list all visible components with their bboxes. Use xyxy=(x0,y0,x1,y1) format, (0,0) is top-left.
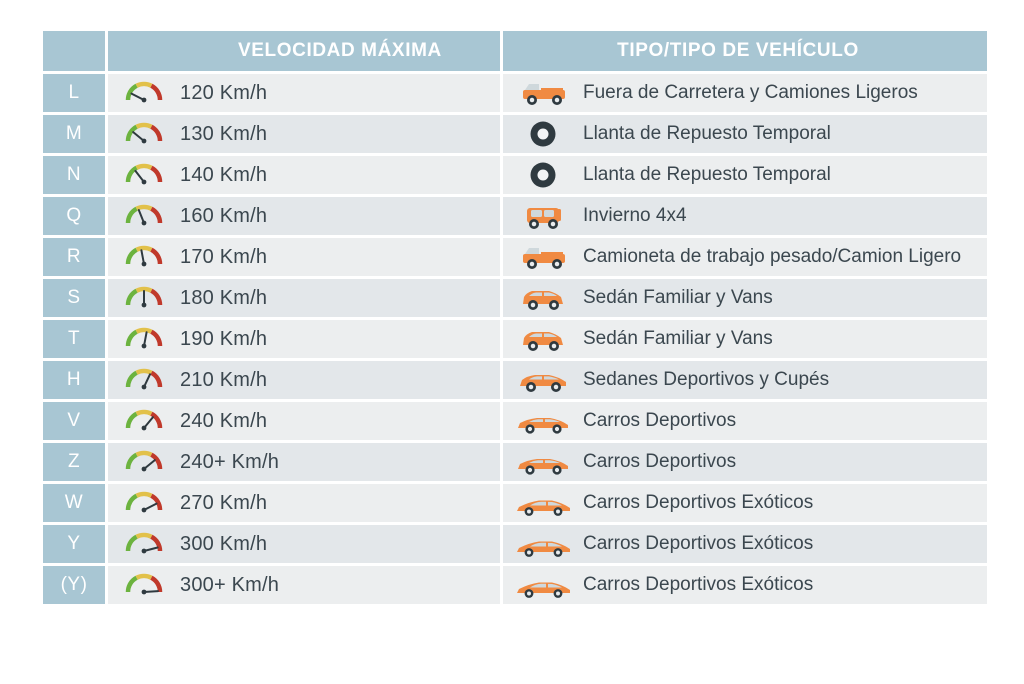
suv-4x4-icon xyxy=(513,200,573,232)
hatchback-icon xyxy=(513,282,573,314)
max-speed-cell xyxy=(108,566,500,604)
speed-rating-code: H xyxy=(43,361,105,399)
max-speed-cell xyxy=(108,115,500,153)
vehicle-type-label: Carros Deportivos Exóticos xyxy=(583,533,814,554)
table-row xyxy=(43,197,987,235)
speed-rating-code: V xyxy=(43,402,105,440)
max-speed-value: 130 Km/h xyxy=(180,122,268,145)
speedometer-icon xyxy=(122,157,166,193)
max-speed-cell xyxy=(108,74,500,112)
table-row xyxy=(43,484,987,522)
vehicle-type-cell xyxy=(503,566,987,604)
vehicle-type-cell xyxy=(503,402,987,440)
speed-rating-code: L xyxy=(43,74,105,112)
speed-rating-code: N xyxy=(43,156,105,194)
table-row xyxy=(43,402,987,440)
vehicle-type-cell xyxy=(503,197,987,235)
vehicle-type-cell xyxy=(503,74,987,112)
vehicle-type-label: Carros Deportivos Exóticos xyxy=(583,492,814,513)
pickup-truck-icon xyxy=(513,241,573,273)
speed-rating-code: S xyxy=(43,279,105,317)
max-speed-value: 140 Km/h xyxy=(180,163,268,186)
header-max-speed: VELOCIDAD MÁXIMA xyxy=(108,31,500,71)
hatchback-icon xyxy=(513,323,573,355)
max-speed-value: 210 Km/h xyxy=(180,368,268,391)
table-row xyxy=(43,115,987,153)
vehicle-type-cell xyxy=(503,156,987,194)
exotic-car-icon xyxy=(513,569,573,601)
vehicle-type-label: Carros Deportivos xyxy=(583,410,737,431)
speedometer-icon xyxy=(122,280,166,316)
vehicle-type-label: Fuera de Carretera y Camiones Ligeros xyxy=(583,82,918,103)
max-speed-value: 170 Km/h xyxy=(180,245,268,268)
speedometer-icon xyxy=(122,239,166,275)
max-speed-value: 160 Km/h xyxy=(180,204,268,227)
vehicle-type-label: Camioneta de trabajo pesado/Camion Ligero xyxy=(583,246,962,267)
table-row xyxy=(43,74,987,112)
table-body xyxy=(43,74,987,604)
speedometer-icon xyxy=(122,116,166,152)
max-speed-value: 240 Km/h xyxy=(180,409,268,432)
table-row xyxy=(43,566,987,604)
table-row xyxy=(43,525,987,563)
table-row xyxy=(43,443,987,481)
max-speed-cell xyxy=(108,484,500,522)
max-speed-value: 300 Km/h xyxy=(180,532,268,555)
vehicle-type-cell xyxy=(503,320,987,358)
spare-tire-icon xyxy=(513,118,573,150)
speed-rating-code: M xyxy=(43,115,105,153)
max-speed-cell xyxy=(108,402,500,440)
max-speed-cell xyxy=(108,525,500,563)
max-speed-cell xyxy=(108,238,500,276)
sports-car-icon xyxy=(513,405,573,437)
max-speed-cell xyxy=(108,197,500,235)
speed-rating-code: (Y) xyxy=(43,566,105,604)
max-speed-cell xyxy=(108,361,500,399)
vehicle-type-cell xyxy=(503,238,987,276)
pickup-truck-icon xyxy=(513,77,573,109)
table-row xyxy=(43,238,987,276)
speedometer-icon xyxy=(122,526,166,562)
sport-sedan-icon xyxy=(513,364,573,396)
vehicle-type-cell xyxy=(503,484,987,522)
speed-rating-table xyxy=(40,28,990,607)
vehicle-type-cell xyxy=(503,443,987,481)
vehicle-type-label: Sedanes Deportivos y Cupés xyxy=(583,369,830,390)
vehicle-type-label: Sedán Familiar y Vans xyxy=(583,328,773,349)
vehicle-type-label: Carros Deportivos xyxy=(583,451,737,472)
max-speed-value: 190 Km/h xyxy=(180,327,268,350)
vehicle-type-label: Carros Deportivos Exóticos xyxy=(583,574,814,595)
table-row xyxy=(43,361,987,399)
speedometer-icon xyxy=(122,567,166,603)
table-header xyxy=(43,31,987,71)
speedometer-icon xyxy=(122,362,166,398)
exotic-car-icon xyxy=(513,487,573,519)
speed-rating-code: W xyxy=(43,484,105,522)
vehicle-type-label: Llanta de Repuesto Temporal xyxy=(583,123,831,144)
header-vehicle-type: TIPO/TIPO DE VEHÍCULO xyxy=(503,31,987,71)
sports-car-icon xyxy=(513,446,573,478)
vehicle-type-label: Llanta de Repuesto Temporal xyxy=(583,164,831,185)
vehicle-type-cell xyxy=(503,279,987,317)
max-speed-cell xyxy=(108,320,500,358)
max-speed-cell xyxy=(108,443,500,481)
speed-rating-code: T xyxy=(43,320,105,358)
vehicle-type-cell xyxy=(503,525,987,563)
speed-rating-code: Z xyxy=(43,443,105,481)
speed-rating-code: R xyxy=(43,238,105,276)
speed-rating-code: Q xyxy=(43,197,105,235)
vehicle-type-cell xyxy=(503,115,987,153)
max-speed-value: 240+ Km/h xyxy=(180,450,280,473)
spare-tire-icon xyxy=(513,159,573,191)
vehicle-type-cell xyxy=(503,361,987,399)
max-speed-value: 120 Km/h xyxy=(180,81,268,104)
max-speed-cell xyxy=(108,156,500,194)
speedometer-icon xyxy=(122,321,166,357)
max-speed-value: 300+ Km/h xyxy=(180,573,280,596)
speedometer-icon xyxy=(122,198,166,234)
max-speed-cell xyxy=(108,279,500,317)
max-speed-value: 270 Km/h xyxy=(180,491,268,514)
max-speed-value: 180 Km/h xyxy=(180,286,268,309)
speedometer-icon xyxy=(122,444,166,480)
exotic-car-icon xyxy=(513,528,573,560)
table-row xyxy=(43,156,987,194)
header-row xyxy=(43,31,987,71)
speedometer-icon xyxy=(122,485,166,521)
table-row xyxy=(43,279,987,317)
header-code xyxy=(43,31,105,71)
speed-rating-code: Y xyxy=(43,525,105,563)
speedometer-icon xyxy=(122,75,166,111)
vehicle-type-label: Invierno 4x4 xyxy=(583,205,687,226)
speedometer-icon xyxy=(122,403,166,439)
table-row xyxy=(43,320,987,358)
vehicle-type-label: Sedán Familiar y Vans xyxy=(583,287,773,308)
